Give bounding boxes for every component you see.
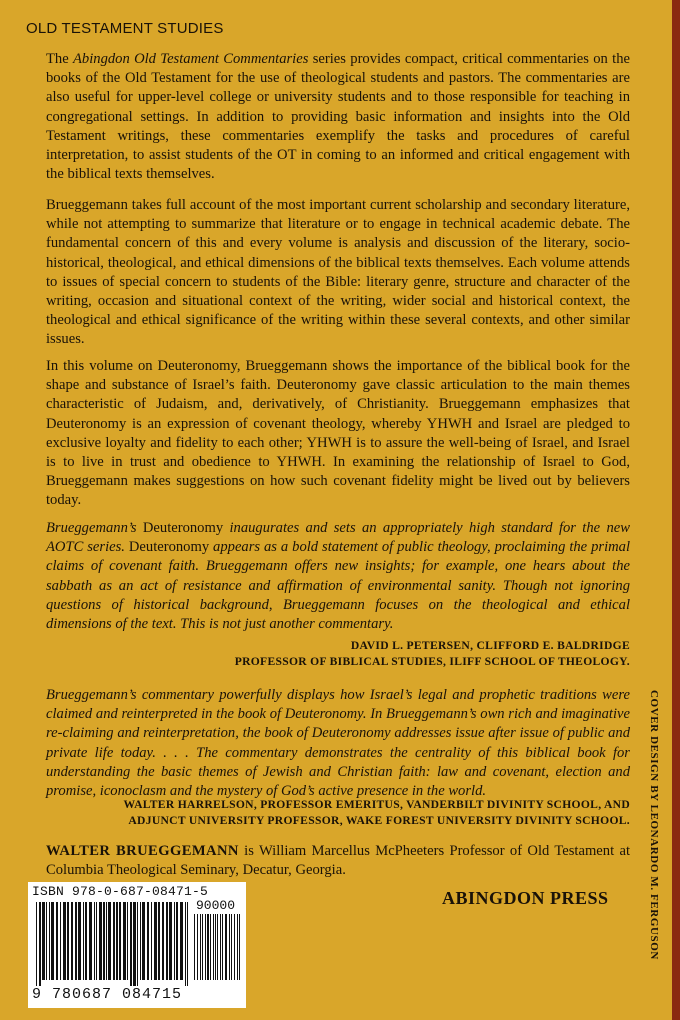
barcode-bar (210, 914, 211, 980)
e1-part-c: inaugurates and sets an appropriately high standard for the new AOTC series. (46, 520, 630, 556)
isbn-label: ISBN 978-0-687-08471-5 (32, 884, 209, 899)
barcode-bars-price (194, 914, 242, 986)
intro-paragraph (46, 50, 630, 184)
barcode-bar (194, 914, 195, 980)
barcode-bar (49, 902, 50, 980)
barcode-bar (119, 902, 121, 980)
deuteronomy-paragraph: In this volume on Deuteronomy, Brueggemann shows the importance of the biblical book for the shape and substance of Israel’s faith. Deuteronomy gave classic articulation to the main themes characteristic of Judaism, and, derivatively, of Christianity. Brueggemann emphasizes that Deuteronomy is an expression of covenant theology, whereby YHWH and Israel are pledged to exclusive loyalty and fidelity to each other; YHWH is to assure the well-being of Israel, and Israel is to live in trust and obedience to YHWH. In examining the relationship of Israel to God, Brueggemann makes suggestions on how such covenant fidelity might be lived out by believers today. (46, 358, 630, 509)
attribution-harrelson (46, 797, 630, 829)
barcode-bar (127, 902, 128, 980)
barcode-bar (36, 902, 37, 986)
barcode-bar (89, 902, 92, 980)
barcode-bar (222, 914, 223, 980)
e1-part-e: appears as a bold statement of public theology, proclaiming the primal claims of covenant faith. Brueggemann offers new insights; for example, one hears about the sabbath as an act of resistance and affirmation of environmental sanity. Though not ignoring questions of historical background, Brueggemann focuses on the theological and ethical dimensions of the text. This is not just another commentary. (46, 539, 631, 633)
barcode-bar (174, 902, 175, 980)
cover-design-credit: COVER DESIGN BY LEONARDO M. FERGUSON (648, 690, 660, 960)
barcode-bar (67, 902, 69, 980)
barcode-bar (237, 914, 238, 980)
e1-part-a: Brueggemann’s (46, 520, 143, 536)
barcode-bar (83, 902, 84, 980)
barcode-bar (213, 914, 214, 980)
publisher-name: ABINGDON PRESS (442, 888, 609, 908)
barcode-bar (133, 902, 136, 986)
barcode-bar (151, 902, 152, 980)
author-name: WALTER BRUEGGEMANN (46, 843, 239, 859)
barcode-bar (94, 902, 95, 980)
isbn-barcode (28, 882, 246, 1008)
barcode-bar (220, 914, 221, 980)
barcode-bar (142, 902, 145, 980)
barcode-bar (140, 902, 141, 980)
barcode-bar (231, 914, 232, 980)
barcode-bar (39, 902, 41, 986)
barcode-bar (130, 902, 132, 986)
barcode-bar (63, 902, 66, 980)
series-title: OLD TESTAMENT STUDIES (26, 20, 224, 37)
barcode-bar (225, 914, 227, 980)
barcode-bar (185, 902, 186, 986)
barcode-bar (166, 902, 168, 980)
intro-lead: The (46, 51, 74, 67)
barcode-digits: 9 780687 084715 (32, 986, 183, 1003)
scholarship-paragraph: Brueggemann takes full account of the most important current scholarship and secondary literature, while not attempting to summarize that literature or to engage in technical academic debate. The fundamental concern of this and every volume is analysis and discussion of the literary, socio-historical, theological, and ethical dimensions of the biblical texts themselves. Each volume attends to issues of special concern to students of the Bible: literary genre, structure and character of the writing, occasion and situational context of the writing, wider social and historical context, the theological and ethical significance of the writing within these several contexts, and other similar issues. (46, 197, 630, 348)
barcode-bar (113, 902, 115, 980)
author-bio-text: is William Marcellus McPheeters Professor of Old Testament at Columbia Theological Seminary, Decatur, Georgia. (46, 843, 630, 879)
barcode-bar (207, 914, 209, 980)
barcode-bar (42, 902, 45, 980)
barcode-bar (187, 902, 188, 986)
barcode-bar (60, 902, 61, 980)
barcode-bar (169, 902, 172, 980)
barcode-bar (200, 914, 201, 980)
barcode-bar (85, 902, 87, 980)
barcode-bar (123, 902, 126, 980)
barcode-bar (56, 902, 58, 980)
barcode-bar (234, 914, 235, 980)
barcode-bar (217, 914, 218, 980)
barcode-bar (197, 914, 198, 980)
price-code: 90000 (196, 898, 236, 913)
barcode-bar (78, 902, 81, 980)
attribution-harrelson-line1: WALTER HARRELSON, PROFESSOR EMERITUS, VANDERBILT DIVINITY SCHOOL, AND (123, 798, 630, 811)
barcode-bar (108, 902, 111, 980)
endorsement-harrelson: Brueggemann’s commentary powerfully displays how Israel’s legal and prophetic traditions were claimed and reinterpreted in the book of Deuteronomy. In Brueggemann’s own rich and imaginative re-claiming and reinterpretation, the book of Deuteronomy addresses issue after issue of public and private life today. . . . The commentary demonstrates the centrality of this biblical book for understanding the basic themes of Jewish and Christian faith: law and covenant, election and promise, iconoclasm and the mystery of God’s active presence in the world. (46, 687, 630, 800)
barcode-bar (137, 902, 138, 986)
barcode-bar (154, 902, 157, 980)
barcode-bar (46, 902, 47, 980)
barcode-bar (158, 902, 160, 980)
barcode-bar (147, 902, 149, 980)
barcode-bar (239, 914, 240, 980)
barcode-bar (103, 902, 105, 980)
e1-book-title: Deuteronomy (142, 520, 224, 536)
author-bio (46, 842, 630, 880)
barcode-bar (106, 902, 107, 980)
spine-edge (672, 0, 680, 1020)
series-name: Abingdon Old Testament Commentaries (73, 51, 309, 67)
barcode-bar (229, 914, 230, 980)
barcode-bars-main (36, 902, 188, 986)
attribution-petersen-line1: DAVID L. PETERSEN, CLIFFORD E. BALDRIDGE (350, 639, 630, 652)
barcode-bar (116, 902, 118, 980)
endorsement-petersen (46, 519, 630, 634)
barcode-bar (205, 914, 206, 980)
attribution-petersen-line2: PROFESSOR OF BIBLICAL STUDIES, ILIFF SCHOOL OF THEOLOGY. (234, 655, 630, 668)
attribution-harrelson-line2: ADJUNCT UNIVERSITY PROFESSOR, WAKE FOREST UNIVERSITY DIVINITY SCHOOL. (128, 814, 630, 827)
barcode-bar (215, 914, 216, 980)
barcode-bar (96, 902, 97, 980)
barcode-bar (176, 902, 178, 980)
barcode-bar (51, 902, 54, 980)
barcode-bar (162, 902, 164, 980)
attribution-petersen (46, 638, 630, 670)
barcode-bar (180, 902, 183, 980)
barcode-bar (99, 902, 102, 980)
barcode-bar (71, 902, 73, 980)
intro-rest: series provides compact, critical commentaries on the books of the Old Testament for the use of theological students and pastors. The commentaries are also useful for upper-level college or university students and to those responsible for teaching in congregational settings. In addition to providing basic information and insights into the Old Testament writings, these commentaries exemplify the tasks and procedures of careful interpretation, to assist students of the OT in coming to an informed and critical engagement with the biblical texts themselves. (46, 51, 630, 183)
barcode-bar (75, 902, 77, 980)
barcode-bar (202, 914, 203, 980)
e1-book-title-2: Deuteronomy (128, 539, 210, 556)
